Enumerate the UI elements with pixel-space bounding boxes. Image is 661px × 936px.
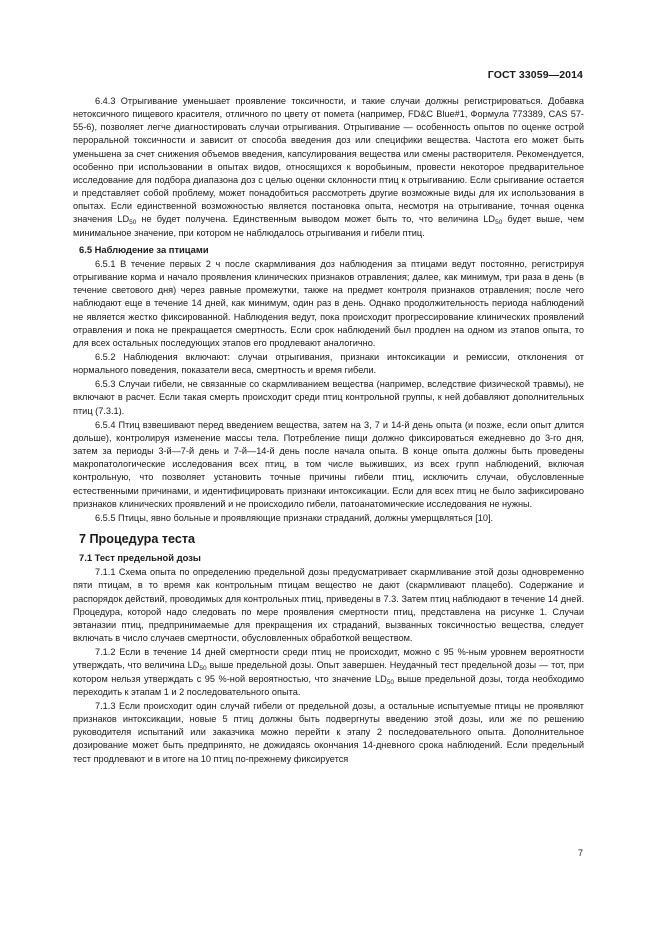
subscript-run: 50 (199, 665, 207, 673)
paragraph-6-5-5 (73, 512, 584, 525)
text-run: 7.1.3 Если происходит один случай гибели от предельной дозы, а остальные испытуемые птицы не проявляют признаков интоксикации, новые 5 птиц должны быть подвергнуты введению этой дозы, или же по решению руководителя испытаний или заказчика можно перейти к этапу 2 последовательного опыта. Дополнительное дозирование может быть предпринято, не дожидаясь окончания 14-дневного срока наблюдений. Если предельный тест продлевают и в итоге на 10 птиц по-прежнему фиксируется (73, 700, 584, 764)
heading-7-1: 7.1 Тест предельной дозы (79, 552, 201, 564)
text-run: 7.1.2 Если в течение 14 дней смертности среди птиц не происходит, можно с 95 %-ным уровнем вероятности утверждать, что величина LD (73, 647, 584, 671)
text-run: 6.5.4 Птиц взвешивают перед введением вещества, затем на 3, 7 и 14-й день опыта (и позже, если опыт длится дольше), контролируя изменение массы тела. Потребление пищи должно фиксироваться ежедневно до 3-го дня, затем за периоды 3-й—7-й день и 7-й—14-й день после начала опыта. В конце опыта должны быть проведены макропатологические исследования всех птиц, в том числе выживших, из всех групп наблюдений, включая контрольную, что позволяет установить точные причины гибели птиц, исключить случаи, обусловленные естественными причинами, и идентифицировать признаки интоксикации. Если для всех птиц не было зафиксировано признаков клинических проявлений и не происходило гибели, патоанатомические исследования не нужны. (73, 419, 584, 509)
text-run: выше предельной дозы. Опыт завершен. Неудачный тест предельной дозы — тот, при котором нельзя утверждать с 95 %-ной вероятностью, что значение LD (73, 660, 584, 684)
subscript-run: 50 (386, 678, 394, 686)
paragraph-6-4-3 (73, 95, 584, 240)
text-run: 6.5.2 Наблюдения включают: случаи отрыгивания, признаки интоксикации и ремиссии, отклонения от нормального поведения, показатели веса, смертность и время гибели. (73, 351, 584, 376)
text-run: выше предельной дозы, тогда необходимо переходить к этапам 1 и 2 последовательного опыта. (73, 673, 585, 697)
subscript-run: 50 (129, 219, 137, 227)
paragraph-6-5-4 (73, 419, 584, 511)
heading-6-5: 6.5 Наблюдение за птицами (79, 243, 209, 255)
page-number: 7 (577, 848, 583, 858)
text-run: 6.5.5 Птицы, явно больные и проявляющие признаки страданий, должны умерщвляться [10]. (95, 512, 494, 523)
heading-section-7: 7 Процедура теста (79, 532, 196, 546)
paragraph-7-1-1 (73, 566, 584, 645)
paragraph-6-5-2 (73, 351, 584, 377)
text-run: 7.1.1 Схема опыта по определению предельной дозы предусматривает скармливание этой дозы одновременно пяти птицам, в то время как контрольным птицам вещество не дают (скармливают плацебо). Содержание и распорядок действий, проводимых для контрольных птиц, приведены в 7.3. Затем птиц наблюдают в течение 14 дней. Процедура, которой надо следовать по мере проявления смертности птиц, представлена на рисунке 1. Случаи эвтаназии птиц, предпринимаемые для прекращения их страданий, вызванных токсичностью вещества, следует включать в число случаев смертности, обусловленных обработкой веществом. (73, 567, 584, 644)
document-id-header: ГОСТ 33059—2014 (487, 69, 583, 81)
paragraph-7-1-2 (73, 646, 584, 699)
text-run: не будет получена. Единственным выводом может быть то, что величина LD (136, 214, 496, 225)
subscript-run: 50 (495, 219, 503, 227)
text-run: 6.4.3 Отрыгивание уменьшает проявление токсичности, и такие случаи должны регистрироваться. Добавка нетоксичного пищевого красителя, отличного по цвету от помета (например, FD&C Blue#1, Формула 773389, CAS 57-55-6), позволяет легче диагностировать случаи отрыгивания. Отрыгивание — особенность опытов по оценке острой пероральной токсичности и зависит от способа введения доз или специфики вещества. Частота его может быть уменьшена за счет снижения объемов введения, капсулирования вещества или смены растворителя. Рекомендуется, особенно при использовании в опытах видов, относящихся к воробьиным, провести некоторое предварительное исследование для подбора диапазона доз с целью оценки склонности птиц к отрыгиванию. Если срыгивание остается и представляет собой проблему, может понадобиться рассмотреть другие возможные виды для их использования в опытах. Если единственной возможностью является постановка опыта, несмотря на отрыгивание, точная оценка значения LD (73, 96, 584, 225)
paragraph-6-5-3 (73, 378, 584, 417)
document-body (73, 95, 584, 766)
paragraph-7-1-3 (73, 700, 584, 766)
text-run: будет выше, чем минимальное значение, при котором не наблюдалось отрыгивания и гибели птиц. (73, 214, 585, 238)
text-run: 6.5.1 В течение первых 2 ч после скармливания доз наблюдения за птицами ведут постоянно, регистрируя отрыгивание корма и начало проявления клинических признаков отравления; далее, как минимум, три раза в день (в течение светового дня) через равные промежутки, также на предмет контроля признаков отравления; после чего наблюдают еще в течение 14 дней, как минимум, один раз в день. Однако продолжительность периода наблюдений не является жестко фиксированной. Наблюдения ведут, пока происходит прогрессирование клинических проявлений отравления и пока не прекращается смертность. Если срок наблюдений был продлен на одном из этапов опыта, то для всех остальных последующих этапов его продлевают аналогично. (73, 258, 584, 348)
paragraph-6-5-1 (73, 258, 584, 350)
text-run: 6.5.3 Случаи гибели, не связанные со скармливанием вещества (например, вследствие физической травмы), не включают в расчет. Если такая смерть происходит среди птиц контрольной группы, к ней добавляют дополнительных птиц (7.3.1). (73, 379, 584, 416)
